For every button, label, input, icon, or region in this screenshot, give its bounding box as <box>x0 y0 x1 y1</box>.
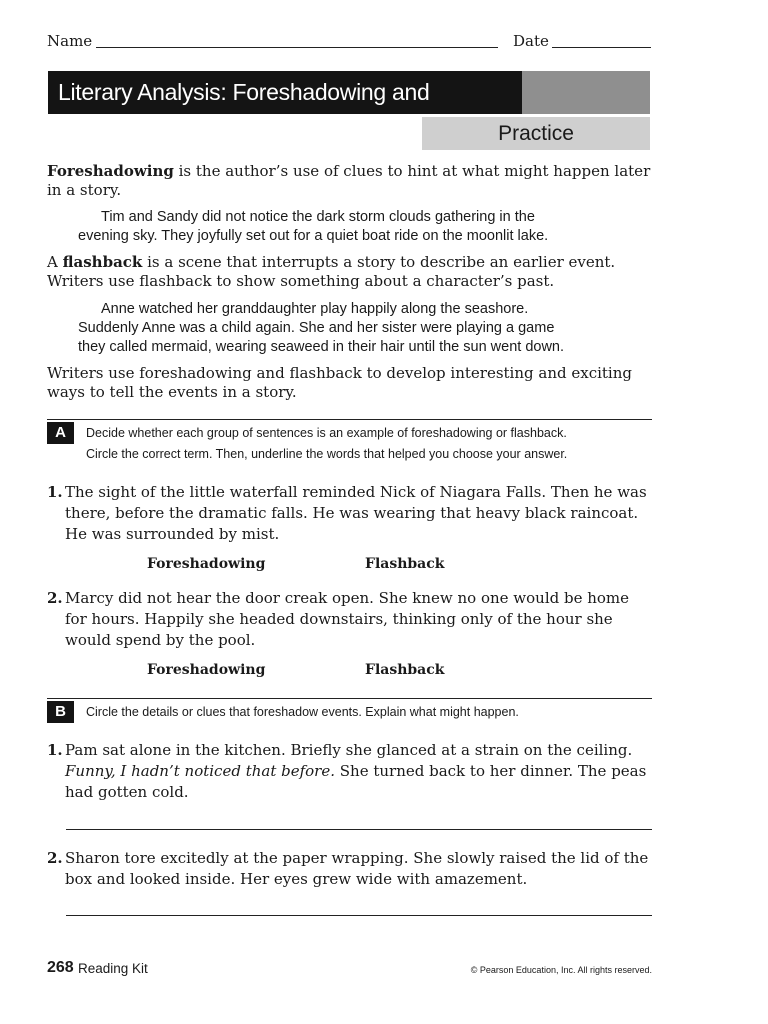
flashback-def-text: is a scene that interrupts a story to describe an earlier event. Writers use flashback to show something about a character’s past. <box>47 253 616 290</box>
item-number: 1. <box>47 741 63 759</box>
section-b-instructions: Circle the details or clues that foreshadow events. Explain what might happen. <box>86 705 519 719</box>
flashback-example-line: Suddenly Anne was a child again. She and her sister were playing a game <box>78 320 555 336</box>
item-number: 2. <box>47 589 63 607</box>
item-number: 2. <box>47 849 63 867</box>
section-a-badge: A <box>47 422 74 444</box>
flashback-definition <box>47 253 655 291</box>
choice-foreshadowing[interactable]: Foreshadowing <box>147 662 266 678</box>
page-title: Literary Analysis: Foreshadowing and Flashback <box>48 71 522 114</box>
choice-flashback[interactable]: Flashback <box>365 556 445 572</box>
section-a-instruction-line: Circle the correct term. Then, underline the words that helped you choose your answer. <box>86 447 568 461</box>
section-b-item-2 <box>47 848 655 890</box>
foreshadowing-def-text: is the author’s use of clues to hint at what might happen later in a story. <box>47 162 651 199</box>
flashback-example <box>78 300 638 357</box>
foreshadowing-example <box>78 208 638 246</box>
flashback-example-line: Anne watched her granddaughter play happily along the seashore. <box>101 301 529 317</box>
book-title: Reading Kit <box>78 961 148 976</box>
choice-foreshadowing[interactable]: Foreshadowing <box>147 556 266 572</box>
section-b-badge: B <box>47 701 74 723</box>
practice-label: Practice <box>422 117 650 150</box>
section-a-instruction-line: Decide whether each group of sentences is an example of foreshadowing or flashback. <box>86 426 567 440</box>
date-field[interactable] <box>552 47 651 48</box>
closing-paragraph: Writers use foreshadowing and flashback to develop interesting and exciting ways to tell the events in a story. <box>47 364 632 401</box>
section-a-divider <box>47 419 652 420</box>
flashback-example-line: they called mermaid, wearing seaweed in their hair until the sun went down. <box>78 339 565 355</box>
foreshadowing-example-line: Tim and Sandy did not notice the dark storm clouds gathering in the <box>101 209 535 225</box>
flashback-term: flashback <box>62 253 143 271</box>
item-text <box>47 740 655 803</box>
foreshadowing-term: Foreshadowing <box>47 162 174 180</box>
item-text-italic: Funny, I hadn’t noticed that before. <box>65 762 335 780</box>
name-field[interactable] <box>96 47 498 48</box>
date-label: Date <box>513 32 549 50</box>
answer-line[interactable] <box>66 915 652 916</box>
page-number: 268 <box>47 959 74 976</box>
section-a-instructions <box>86 423 656 465</box>
item-text: Marcy did not hear the door creak open. She knew no one would be home for hours. Happily she headed downstairs, thinking only of the hour she would spend by the pool. <box>65 589 630 649</box>
item-text: Sharon tore excitedly at the paper wrapping. She slowly raised the lid of the box and looked inside. Her eyes grew wide with amazement. <box>65 849 649 888</box>
item-number: 1. <box>47 483 63 501</box>
section-a-item-2 <box>47 588 655 651</box>
answer-line[interactable] <box>66 829 652 830</box>
copyright: © Pearson Education, Inc. All rights reserved. <box>470 965 652 975</box>
item-text-part: Pam sat alone in the kitchen. Briefly she glanced at a strain on the ceiling. <box>65 741 633 759</box>
item-text: The sight of the little waterfall reminded Nick of Niagara Falls. Then he was there, before the dramatic falls. He was wearing that heavy black raincoat. He was surrounded by mist. <box>65 483 647 543</box>
title-accent <box>522 71 650 114</box>
foreshadowing-example-line: evening sky. They joyfully set out for a quiet boat ride on the moonlit lake. <box>78 228 549 244</box>
section-a-item-1 <box>47 482 655 545</box>
section-b-item-1 <box>47 740 655 803</box>
section-b-divider <box>47 698 652 699</box>
flashback-prefix: A <box>47 253 63 271</box>
item-text-part: She turned back to her dinner. The peas had gotten cold. <box>65 762 647 801</box>
name-label: Name <box>47 32 93 50</box>
choice-flashback[interactable]: Flashback <box>365 662 445 678</box>
foreshadowing-definition <box>47 162 655 200</box>
